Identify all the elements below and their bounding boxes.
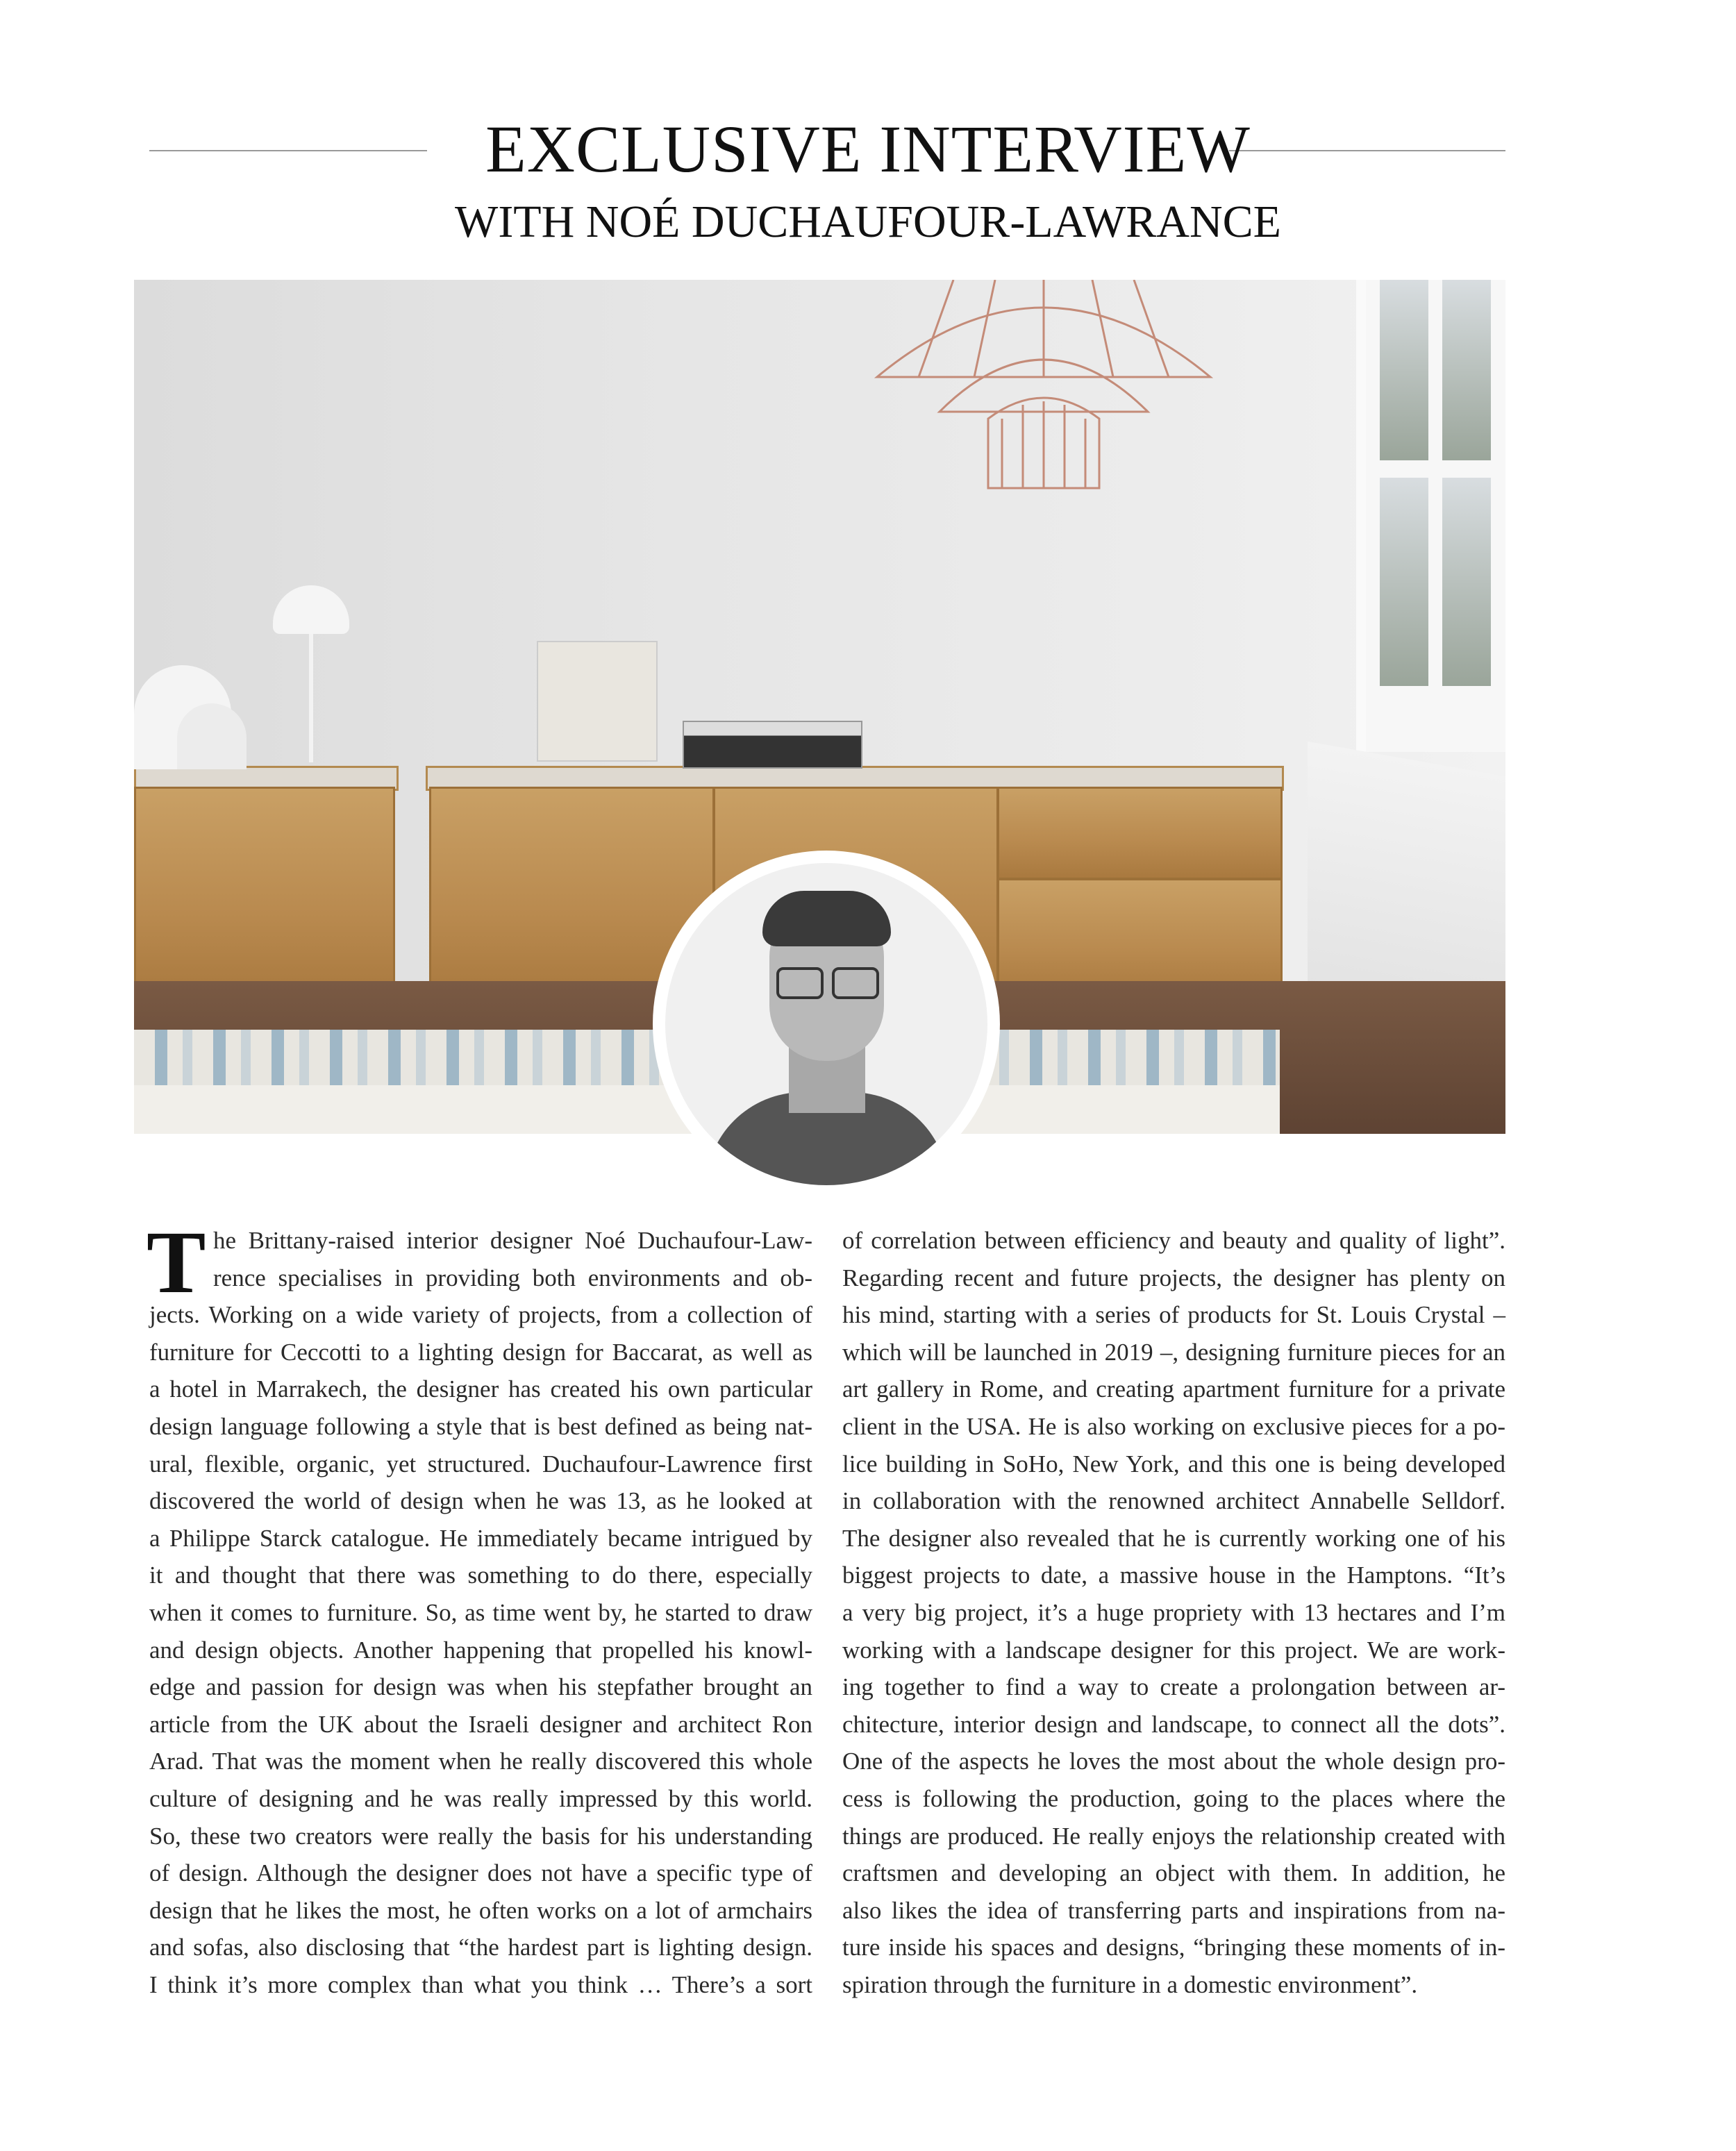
article-line: he Brittany-raised interior designer Noé Duchaufour-Law-	[213, 1227, 812, 1254]
designer-portrait	[653, 851, 1000, 1198]
table-lamp-stem	[309, 634, 313, 762]
article-line: spiration through the furniture in a domestic environment”.	[842, 1970, 1418, 1998]
article-line: biggest projects to date, a massive house in the Hamptons. “It’s	[842, 1562, 1505, 1589]
avatar	[665, 863, 987, 1185]
article-line: ural, flexible, organic, yet structured. Duchaufour-Lawrence first	[149, 1450, 812, 1478]
article-line: it and thought that there was something to do there, especially	[149, 1562, 812, 1589]
article-line: and sofas, also disclosing that “the hardest part is lighting design.	[149, 1934, 812, 1961]
article-column-left	[147, 1213, 812, 2003]
vase	[177, 703, 247, 769]
article-line: which will be launched in 2019 –, designing furniture pieces for an	[842, 1338, 1505, 1366]
article-line: jects. Working on a wide variety of projects, from a collection of	[149, 1301, 812, 1329]
article-line: craftsmen and developing an object with them. In addition, he	[842, 1859, 1505, 1887]
article-line: a hotel in Marrakech, the designer has created his own particular	[149, 1375, 812, 1403]
article-line: The designer also revealed that he is currently working one of his	[842, 1524, 1505, 1552]
article-line: of design. Although the designer does not have a specific type of	[149, 1859, 812, 1887]
article-line: things are produced. He really enjoys the relationship created with	[842, 1822, 1505, 1850]
article-line: ture inside his spaces and designs, “bringing these moments of in-	[842, 1934, 1505, 1961]
article-column-right	[842, 1222, 1505, 2003]
record-sleeve	[537, 641, 658, 762]
drop-cap: T	[147, 1213, 206, 1312]
article-line: One of the aspects he loves the most about the whole design pro-	[842, 1748, 1505, 1775]
table-lamp	[273, 585, 349, 634]
page-title: EXCLUSIVE INTERVIEW	[485, 112, 1251, 186]
turntable	[683, 721, 862, 769]
article-line: edge and passion for design was when his stepfather brought an	[149, 1673, 812, 1701]
article-line: cess is following the production, going to the places where the	[842, 1784, 1505, 1812]
article-line: client in the USA. He is also working on exclusive pieces for a po-	[842, 1412, 1505, 1440]
article-line: of correlation between efficiency and beauty and quality of light”.	[842, 1227, 1505, 1254]
article-line: culture of designing and he was really impressed by this world.	[149, 1784, 812, 1812]
article-line: So, these two creators were really the basis for his understanding	[149, 1822, 812, 1850]
wire-pendant-lamp-icon	[863, 280, 1224, 495]
article-line: art gallery in Rome, and creating apartment furniture for a private	[842, 1375, 1505, 1403]
article-line: chitecture, interior design and landscape, to connect all the dots”.	[842, 1710, 1505, 1738]
article-line: discovered the world of design when he was 13, as he looked at	[149, 1487, 812, 1515]
article-line: a very big project, it’s a huge propriety with 13 hectares and I’m	[842, 1598, 1505, 1626]
article-line: in collaboration with the renowned architect Annabelle Selldorf.	[842, 1487, 1505, 1515]
article-line: also likes the idea of transferring parts and inspirations from na-	[842, 1896, 1505, 1924]
article-line: and design objects. Another happening that propelled his knowl-	[149, 1636, 812, 1664]
article-line: ing together to find a way to create a prolongation between ar-	[842, 1673, 1505, 1701]
article-line: rence specialises in providing both environments and ob-	[213, 1264, 812, 1291]
article-line: Regarding recent and future projects, the designer has plenty on	[842, 1264, 1505, 1291]
article-line: article from the UK about the Israeli designer and architect Ron	[149, 1710, 812, 1738]
article-line: a Philippe Starck catalogue. He immediately became intrigued by	[149, 1524, 812, 1552]
page-subtitle: WITH NOÉ DUCHAUFOUR-LAWRANCE	[455, 196, 1281, 247]
article-line: lice building in SoHo, New York, and this one is being developed	[842, 1450, 1505, 1478]
window	[1356, 280, 1505, 752]
article-line: design language following a style that is best defined as being nat-	[149, 1412, 812, 1440]
article-line: his mind, starting with a series of products for St. Louis Crystal –	[842, 1301, 1505, 1329]
article-line: furniture for Ceccotti to a lighting design for Baccarat, as well as	[149, 1338, 812, 1366]
article-line: I think it’s more complex than what you think … There’s a sort	[149, 1970, 812, 1998]
article-line: working with a landscape designer for this project. We are work-	[842, 1636, 1505, 1664]
article-line: design that he likes the most, he often works on a lot of armchairs	[149, 1896, 812, 1924]
article-line: when it comes to furniture. So, as time went by, he started to draw	[149, 1598, 812, 1626]
article-line: Arad. That was the moment when he really discovered this whole	[149, 1748, 812, 1775]
